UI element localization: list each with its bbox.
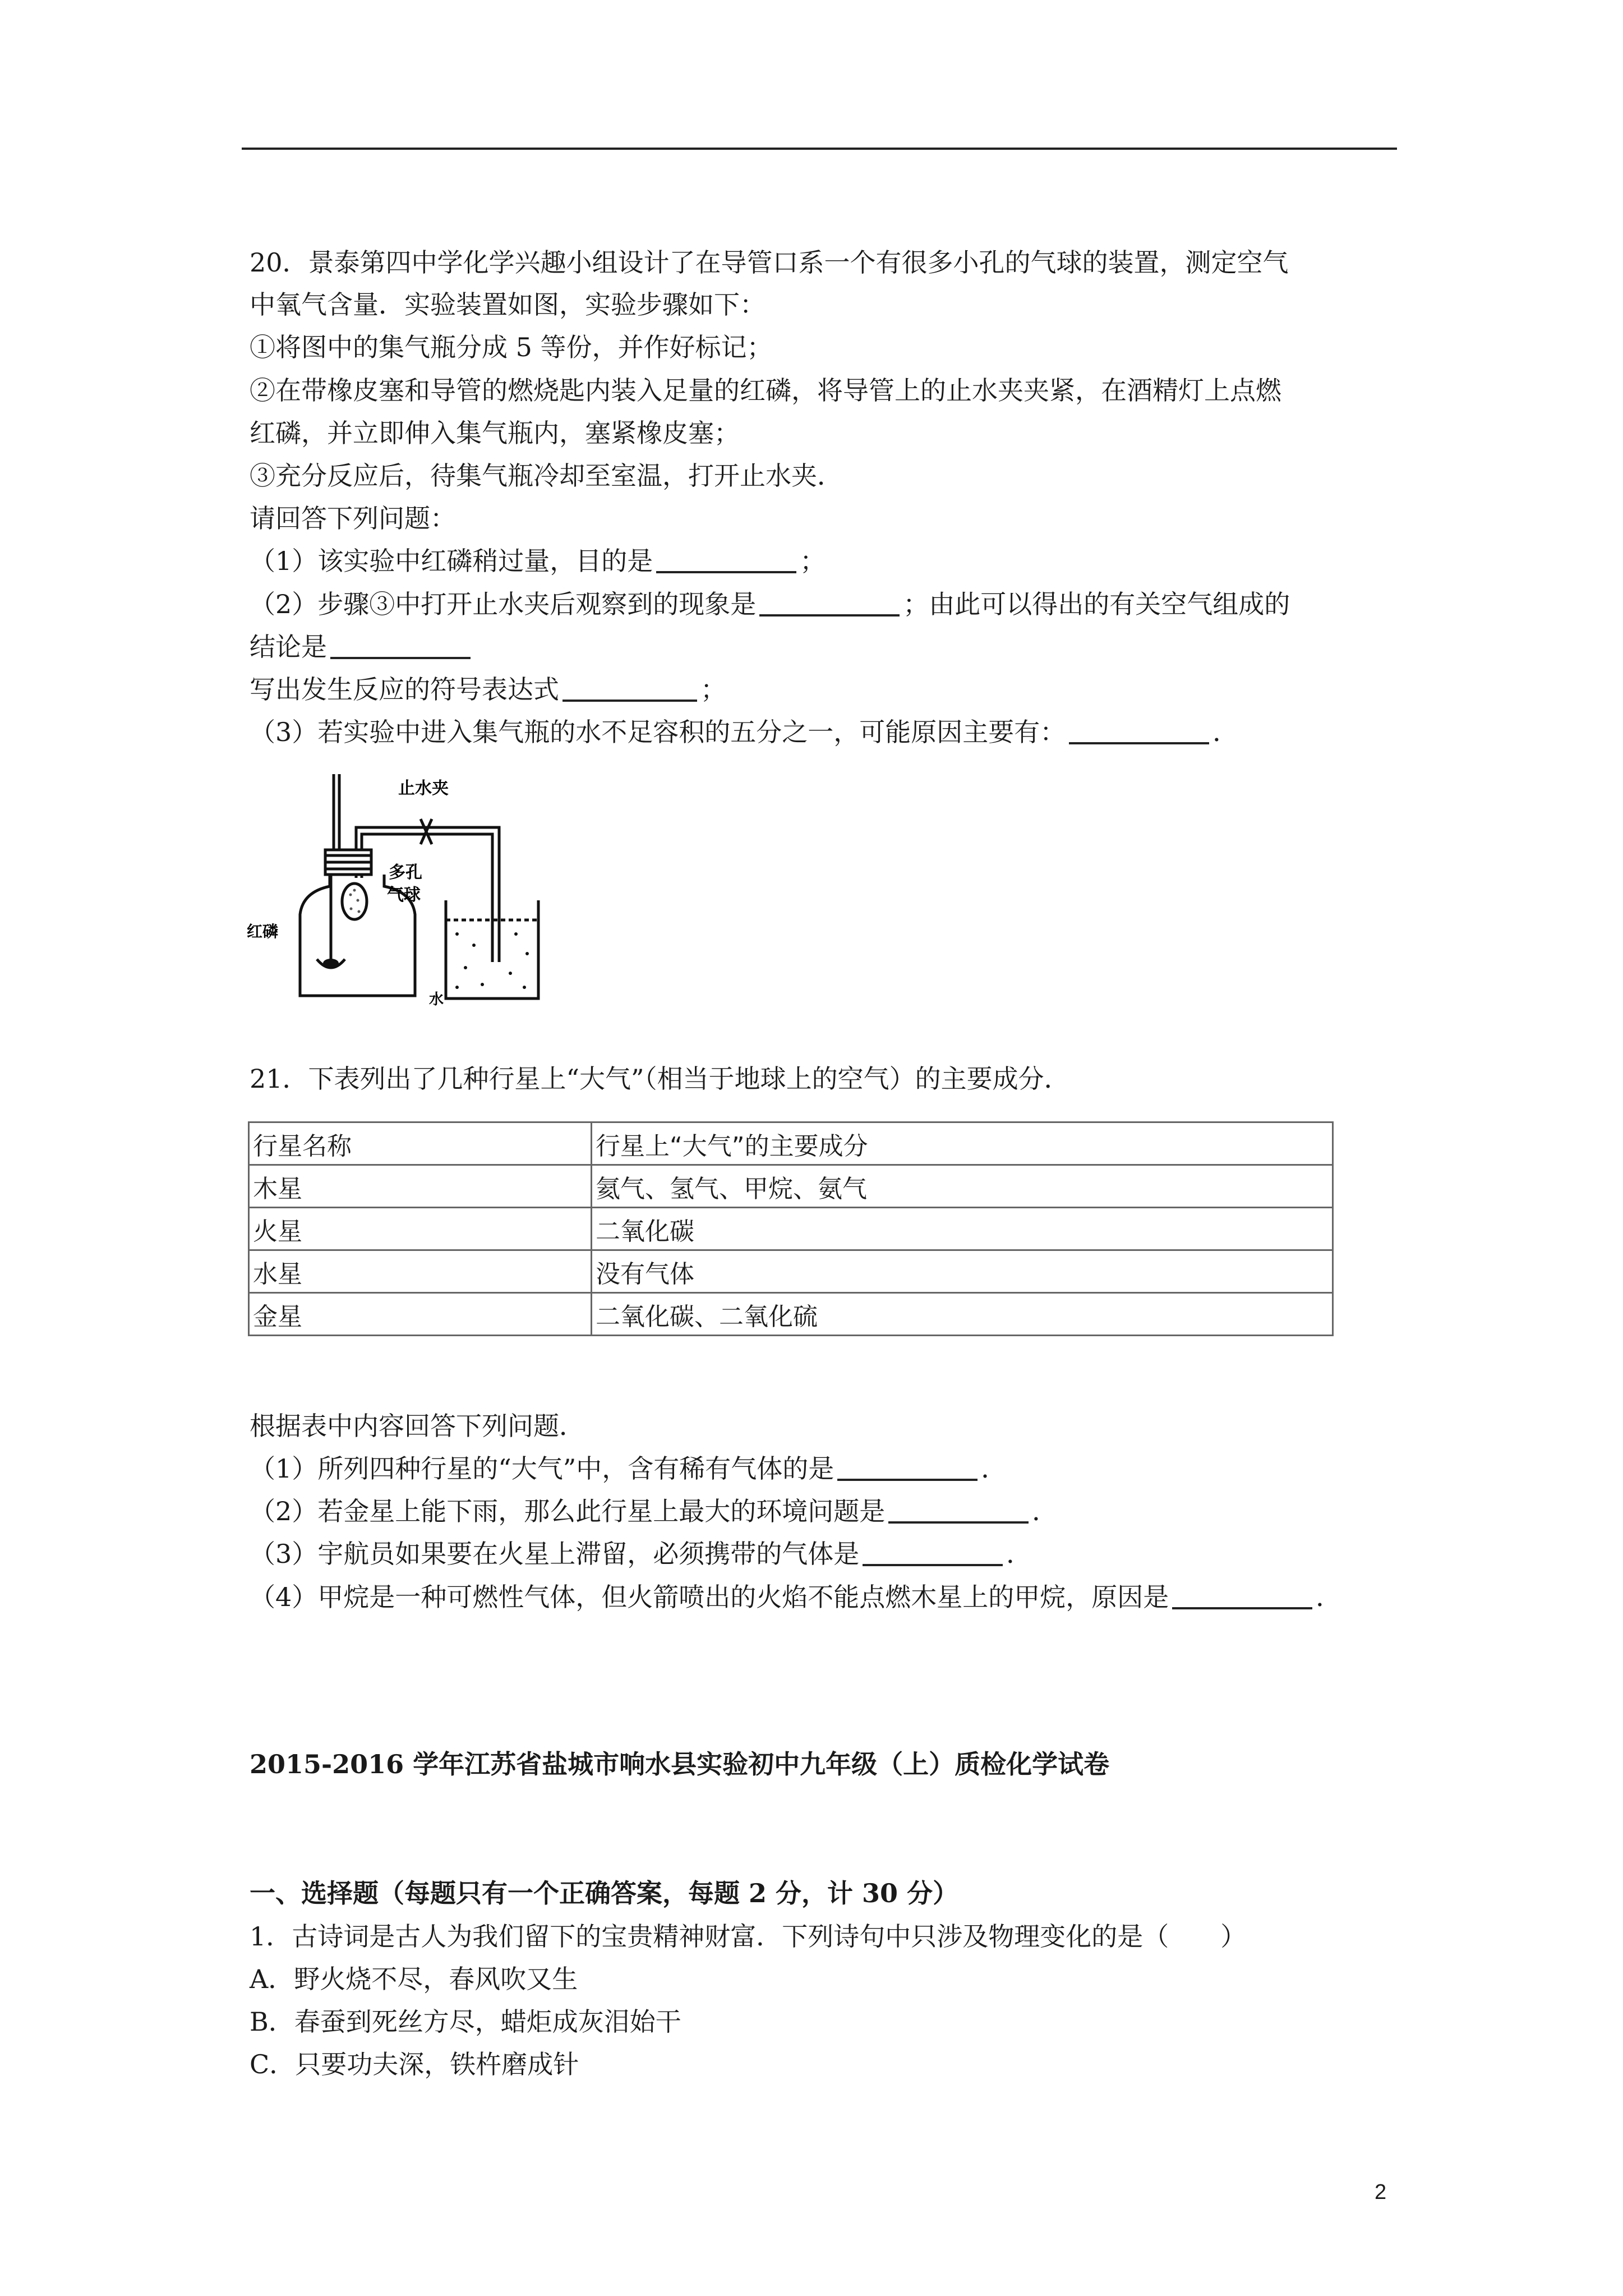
question-1: 1．古诗词是古人为我们留下的宝贵精神财富．下列诗句中只涉及物理变化的是（ ） (250, 1921, 1247, 1952)
q20-step2-cont: 红磷，并立即伸入集气瓶内，塞紧橡皮塞； (250, 418, 740, 448)
q21-sub4 (250, 1580, 1341, 1614)
label-clamp: 止水夹 (398, 779, 449, 798)
table-cell: 二氧化碳、二氧化硫 (592, 1293, 1333, 1336)
table-header-row (249, 1122, 1333, 1165)
table-cell: 没有气体 (592, 1250, 1333, 1293)
q20-step2: ②在带橡皮塞和导管的燃烧匙内装入足量的红磷，将导管上的止水夹夹紧，在酒精灯上点燃 (250, 375, 1281, 406)
table-row (249, 1208, 1333, 1250)
section-heading: 一、选择题（每题只有一个正确答案，每题 2 分，计 30 分） (250, 1878, 959, 1908)
q21-sub3-text: （3）宇航员如果要在火星上滞留，必须携带的气体是 (250, 1539, 860, 1569)
q20-title: 20．景泰第四中学化学兴趣小组设计了在导管口系一个有很多小孔的气球的装置，测定空气 (250, 247, 1289, 278)
option-a: A．野火烧不尽，春风吹又生 (250, 1964, 578, 1994)
answer-blank[interactable] (1172, 1582, 1312, 1609)
label-balloon-2: 气球 (387, 885, 421, 905)
option-c: C．只要功夫深，铁杵磨成针 (250, 2049, 579, 2079)
table-cell: 木星 (249, 1165, 592, 1208)
table-cell: 二氧化碳 (592, 1208, 1333, 1250)
table-cell: 金星 (249, 1293, 592, 1336)
q20-sub1-end: ； (800, 546, 826, 576)
planet-atmosphere-table (248, 1121, 1334, 1336)
table-header: 行星名称 (249, 1122, 592, 1165)
q20-sub3-end: ． (1212, 717, 1239, 747)
table-row (249, 1250, 1333, 1293)
q20-formula-text: 写出发生反应的符号表达式 (250, 674, 559, 705)
table-cell: 火星 (249, 1208, 592, 1250)
table-cell: 氦气、氢气、甲烷、氨气 (592, 1165, 1333, 1208)
header-rule (242, 148, 1397, 150)
answer-blank[interactable] (837, 1454, 978, 1481)
answer-blank[interactable] (656, 546, 796, 573)
label-balloon-1: 多孔 (389, 863, 422, 882)
q20-sub1-text: （1）该实验中红磷稍过量，目的是 (250, 546, 653, 576)
q20-sub2-cont (250, 630, 474, 664)
label-water: 水 (429, 991, 444, 1007)
q20-sub1 (250, 544, 826, 578)
q21-sub3 (250, 1537, 1032, 1571)
q21-sub3-end: ． (1006, 1539, 1032, 1569)
answer-blank[interactable] (1069, 717, 1209, 744)
q20-sub2-formula (250, 673, 726, 706)
q21-sub2 (250, 1494, 1058, 1528)
q20-sub3-text: （3）若实验中进入集气瓶的水不足容积的五分之一，可能原因主要有： (250, 717, 1066, 747)
q20-sub2-conclusion: 结论是 (250, 632, 327, 662)
q20-prompt: 请回答下列问题： (250, 503, 456, 533)
q20-step3: ③充分反应后，待集气瓶冷却至室温，打开止水夹． (250, 461, 843, 491)
table-header: 行星上“大气”的主要成分 (592, 1122, 1333, 1165)
q21-title: 21．下表列出了几种行星上“大气”（相当于地球上的空气）的主要成分． (250, 1064, 1070, 1094)
table-row (249, 1165, 1333, 1208)
answer-blank[interactable] (562, 675, 697, 702)
q21-sub1-text: （1）所列四种行星的“大气”中，含有稀有气体的是 (250, 1453, 834, 1484)
answer-blank[interactable] (759, 590, 900, 616)
q21-sub4-end: ． (1316, 1582, 1342, 1612)
label-phosphorus: 红磷 (247, 922, 279, 941)
q20-formula-end: ； (700, 674, 726, 705)
q20-sub2 (250, 587, 1290, 621)
q20-sub2-text: （2）步骤③中打开止水夹后观察到的现象是 (250, 589, 757, 619)
page-number: 2 (1375, 2180, 1387, 2204)
q20-sub3 (250, 715, 1238, 749)
experiment-apparatus-figure (247, 766, 544, 1007)
exam-title: 2015-2016 学年江苏省盐城市响水县实验初中九年级（上）质检化学试卷 (250, 1749, 1110, 1779)
q20-step1: ①将图中的集气瓶分成 5 等份，并作好标记； (250, 332, 773, 362)
q21-sub1 (250, 1452, 1007, 1485)
q21-sub4-text: （4）甲烷是一种可燃性气体，但火箭喷出的火焰不能点燃木星上的甲烷，原因是 (250, 1582, 1169, 1612)
option-b: B．春蚕到死丝方尽，蜡炬成灰泪始干 (250, 2007, 681, 2037)
answer-blank[interactable] (330, 632, 471, 659)
table-row (249, 1293, 1333, 1336)
q20-title-cont: 中氧气含量．实验装置如图，实验步骤如下： (250, 289, 766, 320)
table-cell: 水星 (249, 1250, 592, 1293)
answer-blank[interactable] (888, 1497, 1029, 1524)
q21-prompt: 根据表中内容回答下列问题． (250, 1411, 585, 1441)
answer-blank[interactable] (863, 1539, 1003, 1566)
q21-sub2-text: （2）若金星上能下雨，那么此行星上最大的环境问题是 (250, 1496, 886, 1526)
q21-sub1-end: ． (981, 1453, 1007, 1484)
q20-sub2-mid: ；由此可以得出的有关空气组成的 (903, 589, 1290, 619)
q21-sub2-end: ． (1032, 1496, 1058, 1526)
